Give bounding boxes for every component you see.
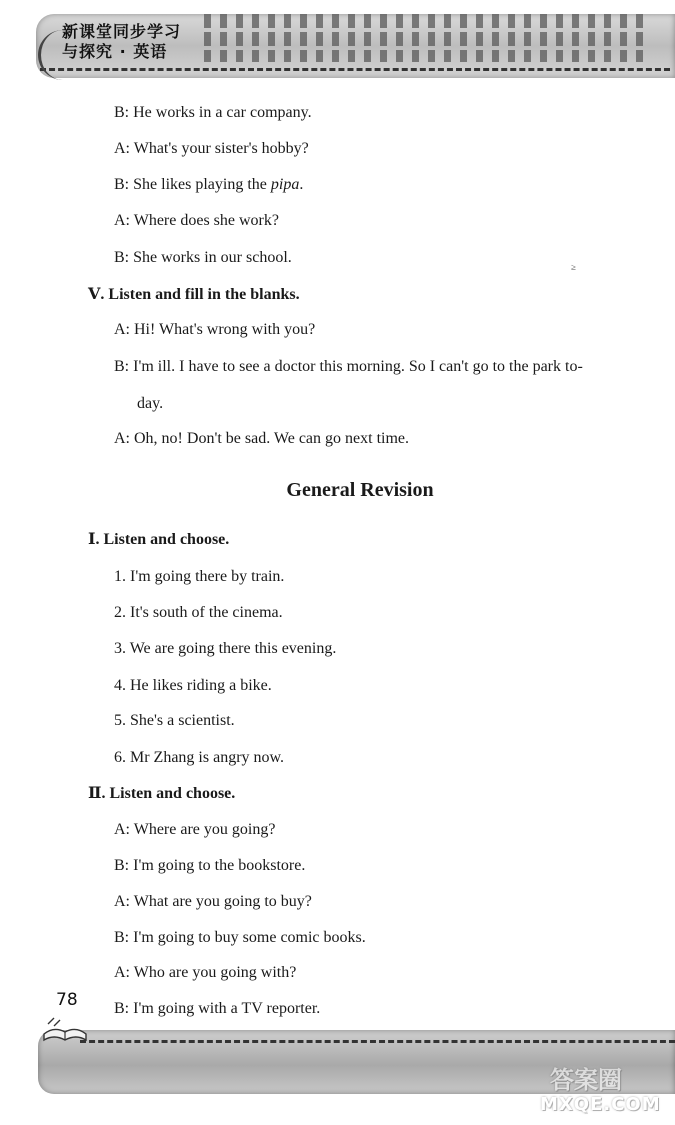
open-book-icon <box>40 1012 90 1046</box>
watermark-text-top: 答案圈 <box>550 1066 622 1094</box>
list-item: 6. Mr Zhang is angry now. <box>114 749 285 766</box>
watermark-logo <box>540 1060 670 1120</box>
dialogue-line: A: Hi! What's wrong with you? <box>114 321 316 338</box>
dialogue-line: A: Where does she work? <box>114 212 279 229</box>
section-title: General Revision <box>286 479 434 501</box>
book-title-line1: 新课堂同步学习 <box>62 22 182 41</box>
dialogue-line <box>114 175 303 195</box>
header-dashed-rule <box>40 68 670 71</box>
dialogue-line: A: Who are you going with? <box>114 964 297 981</box>
print-speck: ≥ <box>571 262 576 272</box>
list-item: 1. I'm going there by train. <box>114 568 285 585</box>
dialogue-text: . <box>299 176 304 193</box>
section-heading-2: Ⅱ. Listen and choose. <box>88 785 236 802</box>
list-item: 5. She's a scientist. <box>114 712 235 729</box>
book-title-line2: 与探究 · 英语 <box>62 42 168 61</box>
dialogue-line: B: I'm going with a TV reporter. <box>114 1000 321 1017</box>
dialogue-line: B: I'm going to buy some comic books. <box>114 929 366 946</box>
list-item: 2. It's south of the cinema. <box>114 604 283 621</box>
list-item: 3. We are going there this evening. <box>114 640 337 657</box>
dialogue-line: B: She works in our school. <box>114 249 292 266</box>
dialogue-line-continued: day. <box>137 395 164 412</box>
dialogue-line: A: What's your sister's hobby? <box>114 140 309 157</box>
page-number: 78 <box>56 990 78 1010</box>
watermark-text-bottom: MXQE.COM <box>540 1094 661 1115</box>
book-title <box>62 22 181 62</box>
dialogue-line: A: Where are you going? <box>114 821 276 838</box>
dialogue-line: B: I'm going to the bookstore. <box>114 857 306 874</box>
list-item: 4. He likes riding a bike. <box>114 677 272 694</box>
dialogue-line: B: He works in a car company. <box>114 104 312 121</box>
header-decoration <box>200 14 675 62</box>
dialogue-line: A: What are you going to buy? <box>114 893 312 910</box>
section-heading-1: Ⅰ. Listen and choose. <box>88 531 230 548</box>
dialogue-line: B: I'm ill. I have to see a doctor this morning. So I can't go to the park to- <box>114 358 583 375</box>
section-heading-5: Ⅴ. Listen and fill in the blanks. <box>88 286 300 303</box>
dialogue-text: B: She likes playing the <box>114 176 271 193</box>
page-header <box>0 0 675 92</box>
footer-dashed-rule <box>80 1040 675 1043</box>
dialogue-italic-word: pipa <box>270 176 300 193</box>
dialogue-line: A: Oh, no! Don't be sad. We can go next time. <box>114 430 410 447</box>
